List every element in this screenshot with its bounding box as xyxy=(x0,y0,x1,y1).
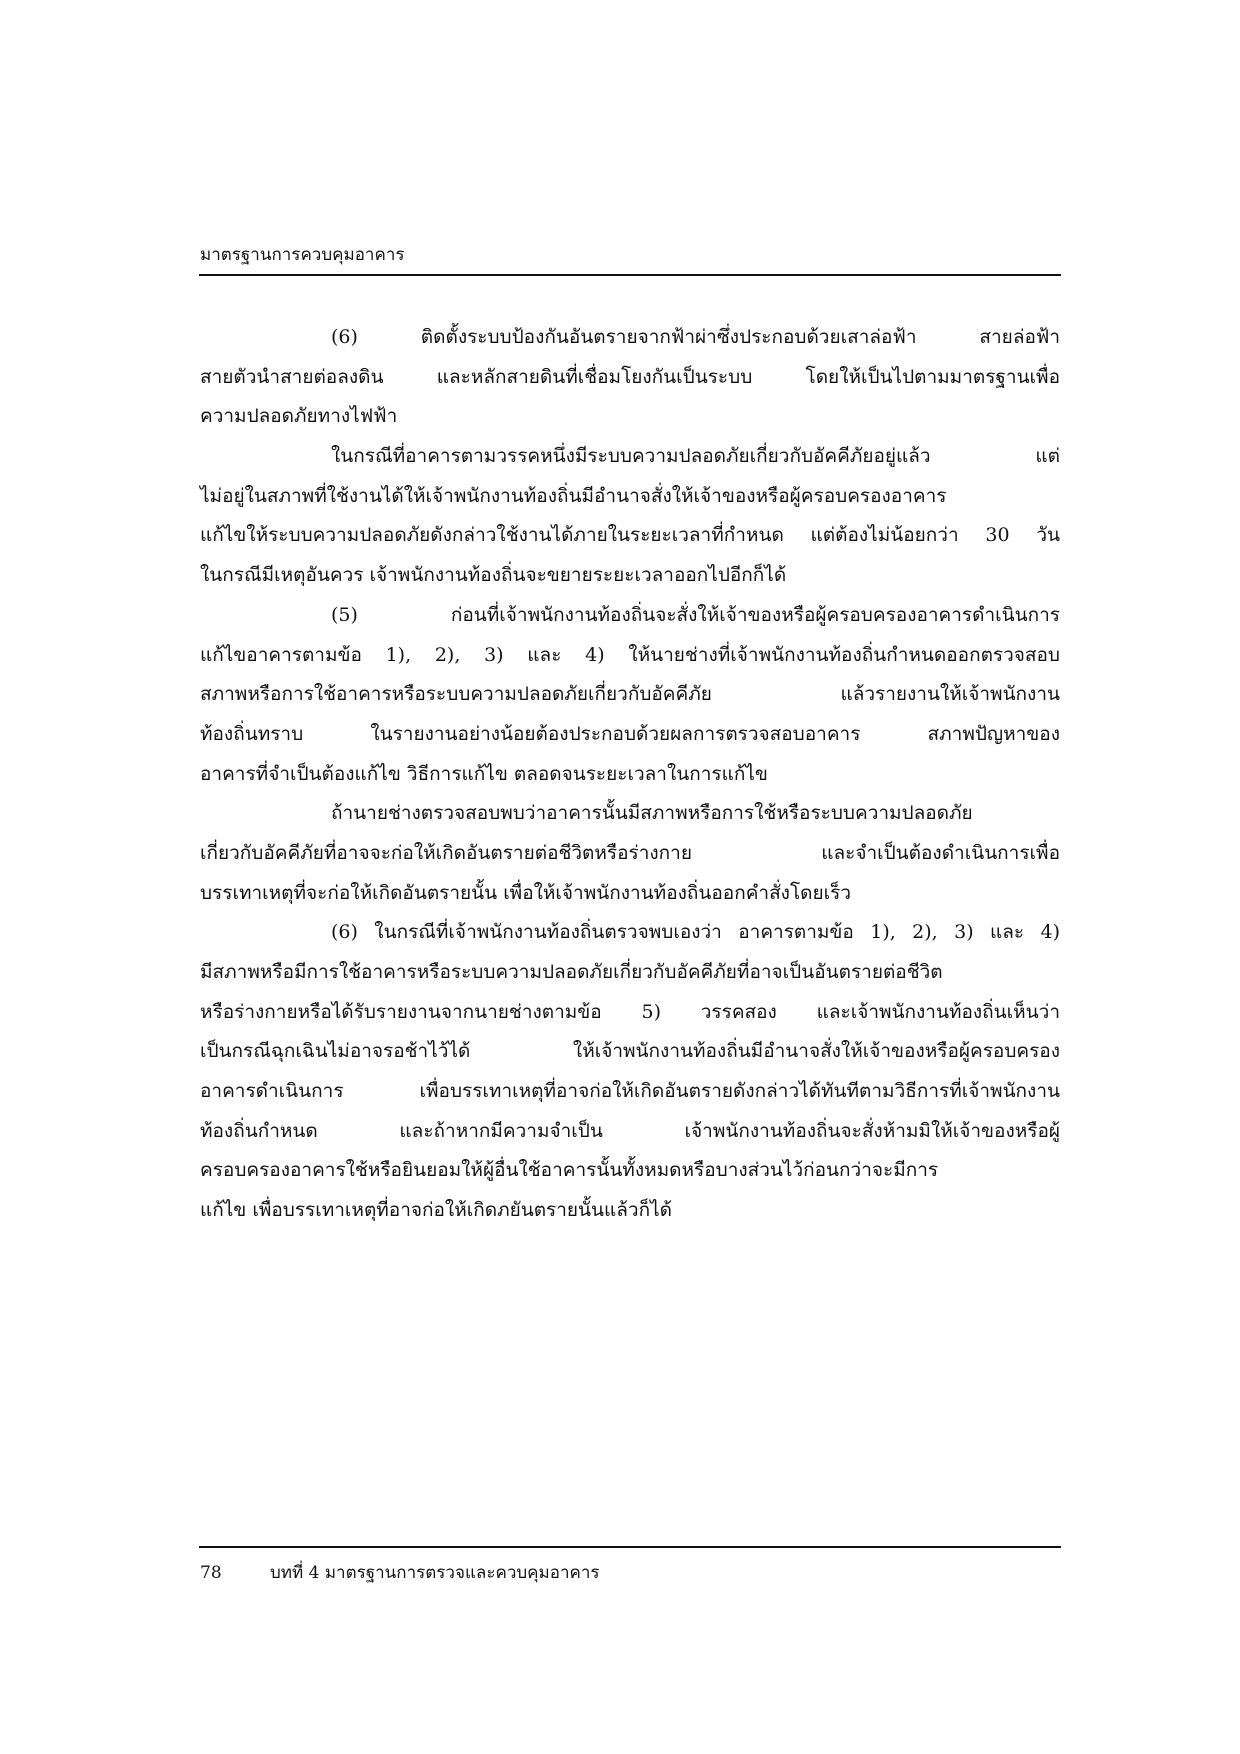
paragraph-existing-fire-system xyxy=(200,437,1060,596)
text-line: ท้องถิ่นกำหนด และถ้าหากมีความจำเป็น เจ้าพนักงานท้องถิ่นจะสั่งห้ามมิให้เจ้าของหรือผู้ xyxy=(200,1119,1060,1142)
text-line: สายตัวนำสายต่อลงดิน และหลักสายดินที่เชื่อมโยงกันเป็นระบบ โดยให้เป็นไปตามมาตรฐานเพื่อ xyxy=(200,365,1060,388)
text-line: แก้ไขอาคารตามข้อ 1), 2), 3) และ 4) ให้นายช่างที่เจ้าพนักงานท้องถิ่นกำหนดออกตรวจสอบ xyxy=(200,643,1060,666)
text-line: (5) ก่อนที่เจ้าพนักงานท้องถิ่นจะสั่งให้เจ้าของหรือผู้ครอบครองอาคารดำเนินการ xyxy=(331,603,1060,626)
text-line: ถ้านายช่างตรวจสอบพบว่าอาคารนั้นมีสภาพหรือการใช้หรือระบบความปลอดภัย xyxy=(331,802,973,825)
paragraph-lightning-protection xyxy=(200,318,1060,437)
text-line: บรรเทาเหตุที่จะก่อให้เกิดอันตรายนั้น เพื่อให้เจ้าพนักงานท้องถิ่นออกคำสั่งโดยเร็ว xyxy=(200,881,852,904)
chapter-title: บทที่ 4 มาตรฐานการตรวจและควบคุมอาคาร xyxy=(270,1563,600,1583)
header-rule xyxy=(199,274,1061,276)
text-line: เกี่ยวกับอัคคีภัยที่อาจจะก่อให้เกิดอันตรายต่อชีวิตหรือร่างกาย และจำเป็นต้องดำเนินการเพื่อ xyxy=(200,841,1060,864)
text-line: หรือร่างกายหรือได้รับรายงานจากนายช่างตามข้อ 5) วรรคสอง และเจ้าพนักงานท้องถิ่นเห็นว่า xyxy=(200,1000,1060,1023)
text-line: ในกรณีที่อาคารตามวรรคหนึ่งมีระบบความปลอดภัยเกี่ยวกับอัคคีภัยอยู่แล้ว แต่ xyxy=(331,445,1060,468)
text-line: (6) ติดตั้งระบบป้องกันอันตรายจากฟ้าผ่าซึ่งประกอบด้วยเสาล่อฟ้า สายล่อฟ้า xyxy=(331,326,1060,348)
text-line: อาคารดำเนินการ เพื่อบรรเทาเหตุที่อาจก่อให้เกิดอันตรายดังกล่าวได้ทันทีตามวิธีการที่เจ้าพนักงาน xyxy=(200,1080,1060,1103)
text-line: แก้ไข เพื่อบรรเทาเหตุที่อาจก่อให้เกิดภยันตรายนั้นแล้วก็ได้ xyxy=(200,1199,672,1222)
text-line: สภาพหรือการใช้อาคารหรือระบบความปลอดภัยเกี่ยวกับอัคคีภัย แล้วรายงานให้เจ้าพนักงาน xyxy=(200,683,1060,706)
page-number: 78 xyxy=(200,1563,222,1583)
text-line: อาคารที่จำเป็นต้องแก้ไข วิธีการแก้ไข ตลอดจนระยะเวลาในการแก้ไข xyxy=(200,762,768,785)
page-footer xyxy=(200,1562,600,1584)
text-line: มีสภาพหรือมีการใช้อาคารหรือระบบความปลอดภัยเกี่ยวกับอัคคีภัยที่อาจเป็นอันตรายต่อชีวิต xyxy=(200,961,943,983)
text-line: ความปลอดภัยทางไฟฟ้า xyxy=(200,405,398,428)
text-line: ในกรณีมีเหตุอันควร เจ้าพนักงานท้องถิ่นจะขยายระยะเวลาออกไปอีกก็ได้ xyxy=(200,564,787,587)
text-line: เป็นกรณีฉุกเฉินไม่อาจรอช้าไว้ได้ ให้เจ้าพนักงานท้องถิ่นมีอำนาจสั่งให้เจ้าของหรือผู้ครอบครอง xyxy=(200,1040,1060,1063)
body-text xyxy=(200,318,1060,1231)
text-line: ครอบครองอาคารใช้หรือยินยอมให้ผู้อื่นใช้อาคารนั้นทั้งหมดหรือบางส่วนไว้ก่อนกว่าจะมีการ xyxy=(200,1159,939,1182)
text-line: ท้องถิ่นทราบ ในรายงานอย่างน้อยต้องประกอบด้วยผลการตรวจสอบอาคาร สภาพปัญหาของ xyxy=(200,722,1060,745)
paragraph-item-6-emergency xyxy=(200,913,1060,1231)
footer-rule xyxy=(199,1546,1061,1548)
text-line: แก้ไขให้ระบบความปลอดภัยดังกล่าวใช้งานได้ภายในระยะเวลาที่กำหนด แต่ต้องไม่น้อยกว่า 30 วัน xyxy=(200,524,1060,547)
text-line: (6) ในกรณีที่เจ้าพนักงานท้องถิ่นตรวจพบเองว่า อาคารตามข้อ 1), 2), 3) และ 4) xyxy=(331,921,1060,944)
paragraph-item-5 xyxy=(200,596,1060,794)
paragraph-inspector-findings xyxy=(200,794,1060,913)
running-header: มาตรฐานการควบคุมอาคาร xyxy=(200,245,405,265)
text-line: ไม่อยู่ในสภาพที่ใช้งานได้ให้เจ้าพนักงานท้องถิ่นมีอำนาจสั่งให้เจ้าของหรือผู้ครอบครองอาคาร xyxy=(200,484,947,507)
